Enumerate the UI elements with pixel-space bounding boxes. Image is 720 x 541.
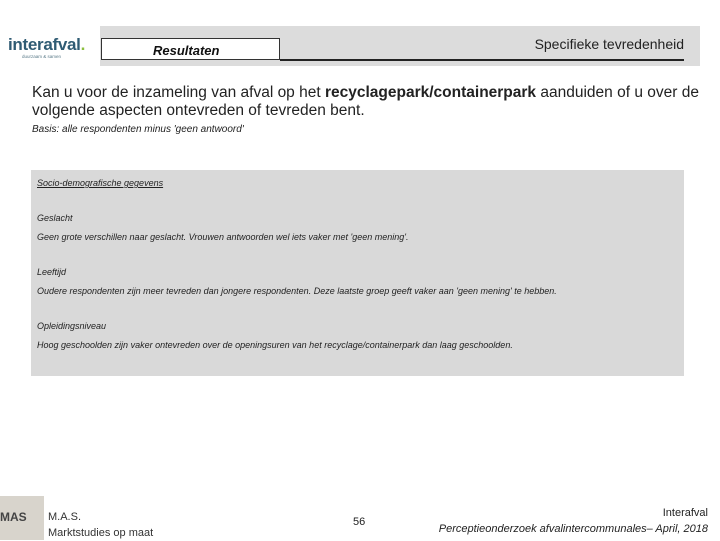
section-label: Resultaten <box>153 43 220 58</box>
finding-text-gender: Geen grote verschillen naar geslacht. Vrouwen antwoorden wel iets vaker met 'geen mening'. <box>37 232 409 242</box>
finding-text-education: Hoog geschoolden zijn vaker ontevreden over de openingsuren van het recyclage/containerpark dan laag geschoolden. <box>37 340 513 350</box>
question-text-bold: recyclagepark/containerpark <box>324 84 537 101</box>
interafval-logo <box>8 36 98 64</box>
footer-client: Interafval <box>662 507 708 519</box>
mas-logo-text: MAS <box>0 510 27 524</box>
question-text-before: Kan u voor de inzameling van afval op het <box>32 84 325 101</box>
finding-title-gender: Geslacht <box>37 213 73 223</box>
footer-mas <box>48 509 153 541</box>
footer-report: Perceptieonderzoek afvalintercommunales– April, 2018 <box>438 523 708 535</box>
header-rule <box>280 59 684 61</box>
findings-box <box>31 170 684 376</box>
logo-dot: . <box>80 35 86 54</box>
footer-right <box>439 505 708 537</box>
footer-mas-name: M.A.S. <box>48 511 82 523</box>
finding-title-education: Opleidingsniveau <box>37 321 107 331</box>
question-text <box>32 84 712 120</box>
logo-tagline: duurzaam & samen <box>22 54 62 59</box>
mas-logo-image <box>0 496 44 540</box>
logo-text: interafval <box>8 35 81 54</box>
slide-title: Specifieke tevredenheid <box>534 36 684 52</box>
page-number: 56 <box>353 516 366 528</box>
question-text-after: aanduiden of u over de volgende aspecten ontevreden of tevreden bent. <box>32 84 699 119</box>
footer-mas-tagline: Marktstudies op maat <box>48 527 154 539</box>
section-label-box <box>101 38 280 60</box>
findings-heading: Socio-demografische gegevens <box>37 178 164 188</box>
finding-title-age: Leeftijd <box>37 267 67 277</box>
basis-note: Basis: alle respondenten minus 'geen antwoord' <box>32 124 244 135</box>
finding-text-age: Oudere respondenten zijn meer tevreden dan jongere respondenten. Deze laatste groep geeft vaker aan 'geen mening' te hebben. <box>37 286 557 296</box>
